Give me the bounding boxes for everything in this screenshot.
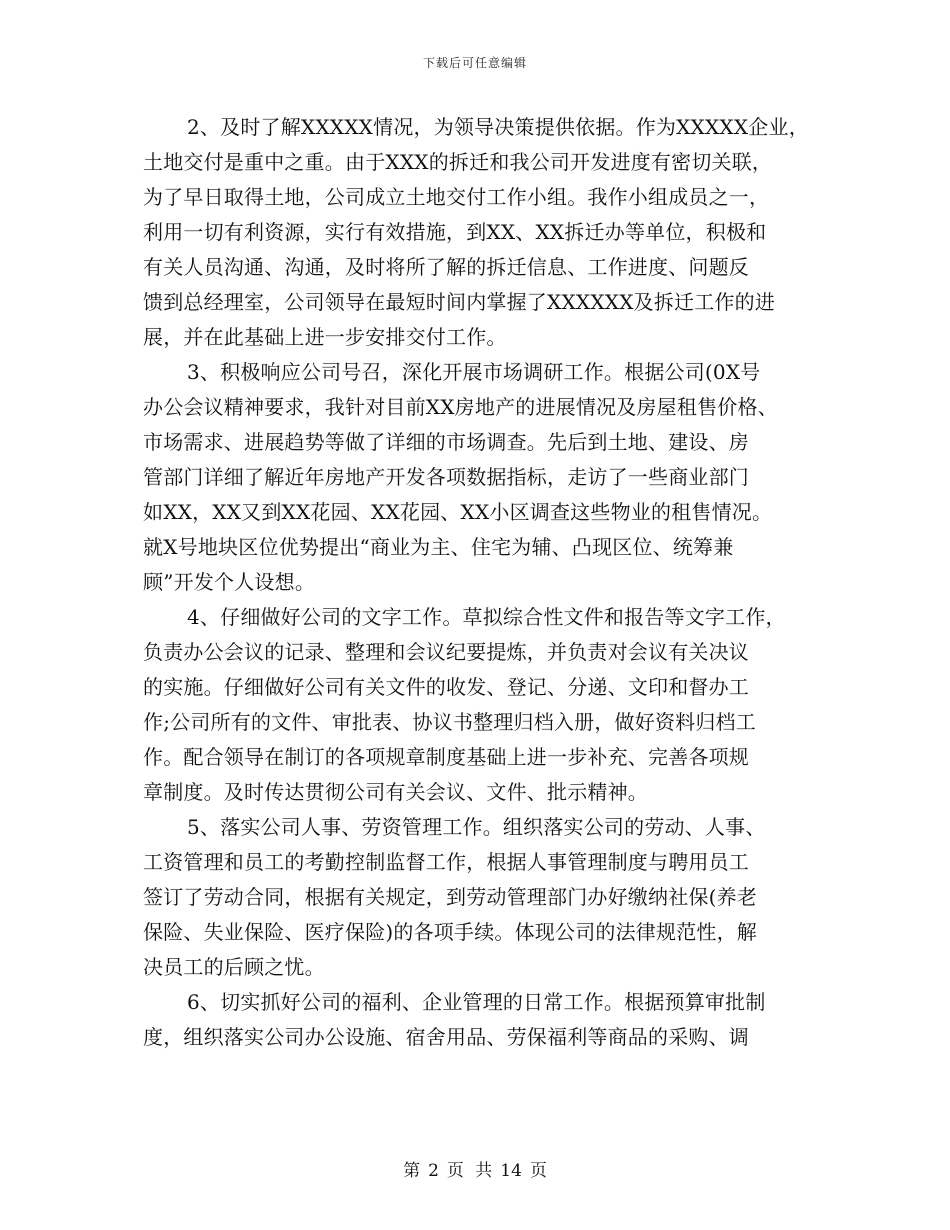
paragraph-3 bbox=[143, 355, 823, 600]
total-page-count: 14 bbox=[500, 1161, 522, 1181]
text-line: 管部门详细了解近年房地产开发各项数据指标，走访了一些商业部门 bbox=[143, 465, 749, 489]
text-line: 有关人员沟通、沟通，及时将所了解的拆迁信息、工作进度、问题反 bbox=[143, 255, 749, 279]
text-line: 顾”开发个人设想。 bbox=[143, 570, 316, 594]
text-line: 决员工的后顾之忧。 bbox=[143, 955, 325, 979]
text-line: 市场需求、进展趋势等做了详细的市场调查。先后到土地、建设、房 bbox=[143, 430, 749, 454]
text-line: 保险、失业保险、医疗保险)的各项手续。体现公司的法律规范性，解 bbox=[143, 920, 758, 944]
current-page-number: 2 bbox=[428, 1161, 439, 1181]
text-line: 2、及时了解XXXXX情况，为领导决策提供依据。作为XXXXX企业， bbox=[187, 115, 809, 139]
text-line: 展，并在此基础上进一步安排交付工作。 bbox=[143, 325, 507, 349]
text-line: 作;公司所有的文件、审批表、协议书整理归档入册，做好资料归档工 bbox=[143, 710, 756, 734]
text-line: 就X号地块区位优势提出“商业为主、住宅为辅、凸现区位、统筹兼 bbox=[143, 535, 734, 559]
paragraph-5 bbox=[143, 810, 823, 985]
text-line: 6、切实抓好公司的福利、企业管理的日常工作。根据预算审批制 bbox=[187, 990, 766, 1014]
paragraph-4 bbox=[143, 600, 823, 810]
text-line: 办公会议精神要求，我针对目前XX房地产的进展情况及房屋租售价格、 bbox=[143, 395, 778, 419]
text-line: 工资管理和员工的考勤控制监督工作，根据人事管理制度与聘用员工 bbox=[143, 850, 749, 874]
text-line: 负责办公会议的记录、整理和会议纪要提炼，并负责对会议有关决议 bbox=[143, 640, 749, 664]
text-line: 签订了劳动合同，根据有关规定，到劳动管理部门办好缴纳社保(养老 bbox=[143, 885, 758, 909]
footer-suffix: 页 bbox=[529, 1161, 547, 1181]
text-line: 度，组织落实公司办公设施、宿舍用品、劳保福利等商品的采购、调 bbox=[143, 1025, 749, 1049]
text-line: 为了早日取得土地，公司成立土地交付工作小组。我作小组成员之一， bbox=[143, 185, 770, 209]
paragraph-6 bbox=[143, 985, 823, 1055]
document-body bbox=[143, 110, 823, 1055]
text-line: 章制度。及时传达贯彻公司有关会议、文件、批示精神。 bbox=[143, 780, 648, 804]
page-header: 下载后可任意编辑 bbox=[422, 56, 527, 70]
text-line: 4、仔细做好公司的文字工作。草拟综合性文件和报告等文字工作， bbox=[187, 605, 786, 629]
text-line: 利用一切有利资源，实行有效措施，到XX、XX拆迁办等单位，积极和 bbox=[143, 220, 767, 244]
paragraph-2 bbox=[143, 110, 823, 355]
text-line: 土地交付是重中之重。由于XXX的拆迁和我公司开发进度有密切关联， bbox=[143, 150, 773, 174]
text-line: 3、积极响应公司号召，深化开展市场调研工作。根据公司(0X号 bbox=[187, 360, 761, 384]
text-line: 作。配合领导在制订的各项规章制度基础上进一步补充、完善各项规 bbox=[143, 745, 749, 769]
footer-middle: 页 共 bbox=[446, 1161, 493, 1181]
text-line: 的实施。仔细做好公司有关文件的收发、登记、分递、文印和督办工 bbox=[143, 675, 749, 699]
footer-prefix: 第 bbox=[403, 1161, 421, 1181]
page-number-footer bbox=[0, 1156, 950, 1181]
text-line: 馈到总经理室，公司领导在最短时间内掌握了XXXXXX及拆迁工作的进 bbox=[143, 290, 776, 314]
text-line: 如XX，XX又到XX花园、XX花园、XX小区调查这些物业的租售情况。 bbox=[143, 500, 773, 524]
text-line: 5、落实公司人事、劳资管理工作。组织落实公司的劳动、人事、 bbox=[187, 815, 766, 839]
